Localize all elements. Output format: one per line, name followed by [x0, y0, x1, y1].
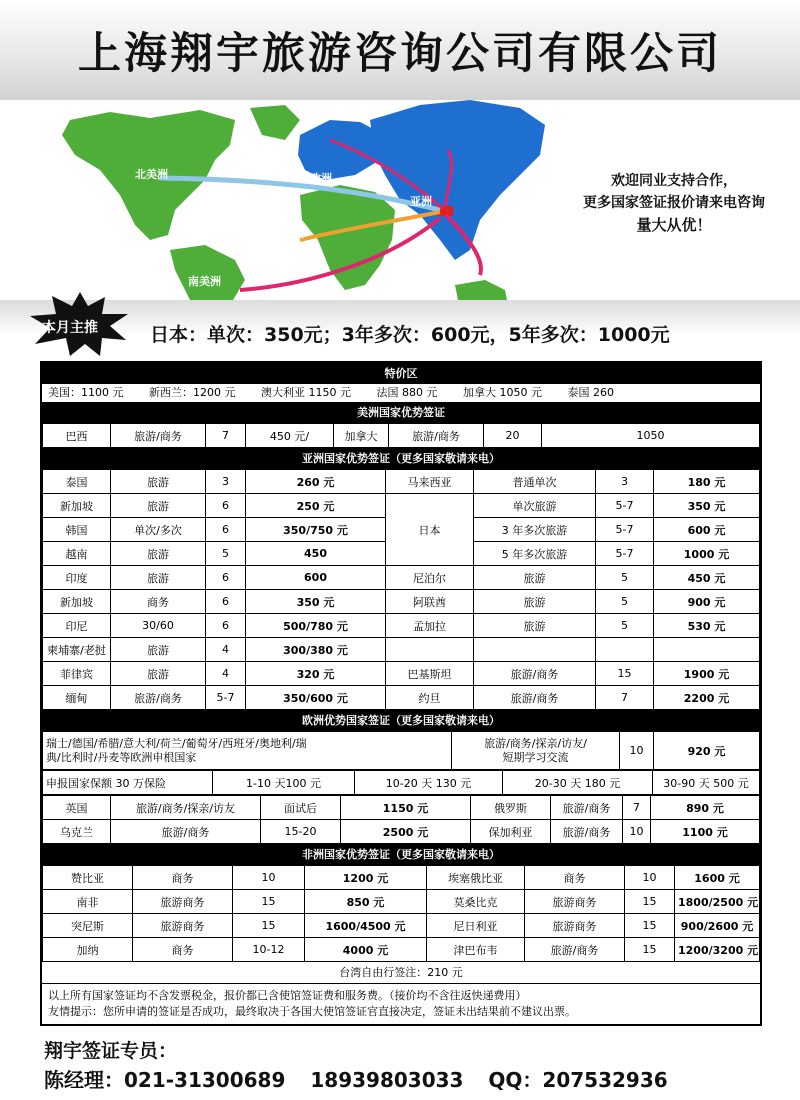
cell: 旅游商务: [525, 890, 625, 914]
insurance-label: 申报国家保额 30 万保险: [43, 771, 213, 795]
cell: 5-7: [596, 518, 654, 542]
welcome-line: 欢迎同业支持合作，: [611, 173, 737, 189]
cell: 3: [596, 470, 654, 494]
cell: 旅游/商务: [474, 662, 596, 686]
insurance-tier: 10-20 天 130 元: [355, 771, 503, 795]
cell: 15: [233, 890, 305, 914]
cell: 印度: [43, 566, 111, 590]
cell: 30/60: [111, 614, 206, 638]
special-item: 加拿大 1050 元: [463, 386, 542, 399]
cell: 商务: [133, 938, 233, 962]
company-title: 上海翔宇旅游咨询公司有限公司: [78, 29, 722, 79]
africa-section-title: 非洲国家优势签证（更多国家敬请来电）: [42, 844, 760, 865]
table-row: [43, 771, 760, 795]
insurance-tier: 30-90 天 500 元: [653, 771, 760, 795]
cell: 旅游: [111, 662, 206, 686]
cell: 尼泊尔: [386, 566, 474, 590]
schengen-type-line: 旅游/商务/探亲/访友/: [484, 736, 587, 750]
cell: 6: [206, 518, 246, 542]
cell: 900 元: [654, 590, 760, 614]
cell: 5: [596, 614, 654, 638]
schengen-line: 典/比利时/丹麦等欧洲申根国家: [46, 750, 197, 764]
europe-section-title: 欧洲优势国家签证（更多国家敬请来电）: [42, 710, 760, 731]
cell: 5-7: [206, 686, 246, 710]
schengen-countries: [43, 732, 452, 770]
asia-table: [42, 469, 760, 710]
europe-label: 欧洲: [310, 172, 332, 185]
cell: 15: [233, 914, 305, 938]
cell: 旅游/商务: [474, 686, 596, 710]
cell: 俄罗斯: [471, 796, 551, 820]
cell: 1150 元: [341, 796, 471, 820]
cell: 旅游商务: [133, 914, 233, 938]
cell: 缅甸: [43, 686, 111, 710]
cell: 韩国: [43, 518, 111, 542]
cell: 商务: [133, 866, 233, 890]
asia-label: 亚洲: [410, 195, 432, 208]
cell: 15: [625, 938, 675, 962]
insurance-tier: 20-30 天 180 元: [503, 771, 653, 795]
cell: 5: [596, 590, 654, 614]
schengen-price: 920 元: [654, 732, 760, 770]
cell: 巴西: [43, 424, 111, 448]
table-row: [43, 820, 760, 844]
cell: 2200 元: [654, 686, 760, 710]
cell: 1900 元: [654, 662, 760, 686]
table-row: [43, 914, 760, 938]
cell: 2500 元: [341, 820, 471, 844]
cell: 旅游: [111, 470, 206, 494]
cell: 旅游: [111, 542, 206, 566]
table-row: [43, 638, 760, 662]
cell: 柬埔寨/老挝: [43, 638, 111, 662]
contact-manager: 陈经理：021-31300689: [44, 1068, 286, 1092]
americas-section-title: 美洲国家优势签证: [42, 402, 760, 423]
cell: 保加利亚: [471, 820, 551, 844]
cell: 津巴布韦: [427, 938, 525, 962]
special-item: 美国：1100 元: [48, 386, 124, 399]
contact-mobile: 18939803033: [310, 1068, 464, 1092]
cell: 普通单次: [474, 470, 596, 494]
cell: 10: [623, 820, 651, 844]
cell: 180 元: [654, 470, 760, 494]
cell: 10: [233, 866, 305, 890]
insurance-table: [42, 770, 760, 795]
schengen-type: [452, 732, 620, 770]
insurance-tier: 1-10 天100 元: [213, 771, 355, 795]
europe-table: [42, 731, 760, 770]
japan-cell: 日本: [386, 494, 474, 566]
cell: 1050: [542, 424, 760, 448]
cell: 6: [206, 566, 246, 590]
cell: 旅游商务: [525, 914, 625, 938]
cell: 加纳: [43, 938, 133, 962]
cell: 15-20: [261, 820, 341, 844]
cell: 5-7: [596, 494, 654, 518]
cell: 阿联酋: [386, 590, 474, 614]
schengen-type-line: 短期学习交流: [502, 750, 569, 764]
cell: 20: [484, 424, 542, 448]
cell: 旅游: [111, 566, 206, 590]
cell: 6: [206, 614, 246, 638]
cell: 3 年多次旅游: [474, 518, 596, 542]
cell: 南非: [43, 890, 133, 914]
cell: 1100 元: [651, 820, 760, 844]
cell: 450: [246, 542, 386, 566]
south-america-label: 南美洲: [188, 275, 221, 288]
cell: 旅游/商务: [389, 424, 484, 448]
cell: 350/750 元: [246, 518, 386, 542]
cell: 埃塞俄比亚: [427, 866, 525, 890]
africa-label: 非洲: [282, 227, 304, 240]
promo-badge-label: 本月主推: [42, 320, 98, 336]
cell: 单次/多次: [111, 518, 206, 542]
welcome-line: 量大从优！: [636, 216, 712, 234]
welcome-line: 更多国家签证报价请来电咨询: [583, 195, 765, 211]
table-row: [43, 494, 760, 518]
asia-section-title: 亚洲国家优势签证（更多国家敬请来电）: [42, 448, 760, 469]
cell: [596, 638, 654, 662]
cell: 15: [596, 662, 654, 686]
cell: 7: [206, 424, 246, 448]
table-row: [43, 796, 760, 820]
cell: 15: [625, 890, 675, 914]
cell: 旅游: [111, 638, 206, 662]
promo-text: 日本：单次：350元；3年多次：600元，5年多次：1000元: [150, 324, 670, 346]
table-row: [43, 686, 760, 710]
cell: 320 元: [246, 662, 386, 686]
cell: 1000 元: [654, 542, 760, 566]
cell: 1600/4500 元: [305, 914, 427, 938]
cell: 巴基斯坦: [386, 662, 474, 686]
cell: 赞比亚: [43, 866, 133, 890]
cell: 350 元: [246, 590, 386, 614]
cell: 450 元: [654, 566, 760, 590]
cell: 1800/2500 元: [675, 890, 760, 914]
cell: 530 元: [654, 614, 760, 638]
cell: 7: [596, 686, 654, 710]
special-item: 泰国 260: [567, 386, 614, 399]
north-america-label: 北美洲: [135, 168, 168, 181]
cell: 250 元: [246, 494, 386, 518]
cell: 5 年多次旅游: [474, 542, 596, 566]
cell: 450 元/: [246, 424, 334, 448]
cell: 旅游/商务: [551, 796, 623, 820]
cell: 6: [206, 590, 246, 614]
cell: 10: [625, 866, 675, 890]
cell: [654, 638, 760, 662]
cell: 5: [206, 542, 246, 566]
schengen-days: 10: [620, 732, 654, 770]
cell: 350 元: [654, 494, 760, 518]
cell: 350/600 元: [246, 686, 386, 710]
cell: 印尼: [43, 614, 111, 638]
cell: 旅游/商务: [525, 938, 625, 962]
cell: 4: [206, 638, 246, 662]
cell: 新加坡: [43, 494, 111, 518]
contact-qq: QQ：207532936: [488, 1068, 668, 1092]
cell: 500/780 元: [246, 614, 386, 638]
cell: 泰国: [43, 470, 111, 494]
special-item: 新西兰：1200 元: [149, 386, 236, 399]
cell: 越南: [43, 542, 111, 566]
table-row: [43, 662, 760, 686]
cell: 商务: [111, 590, 206, 614]
cell: [474, 638, 596, 662]
cell: 900/2600 元: [675, 914, 760, 938]
cell: 约旦: [386, 686, 474, 710]
cell: 旅游/商务: [111, 686, 206, 710]
table-row: [43, 938, 760, 962]
cell: 5-7: [596, 542, 654, 566]
cell: 3: [206, 470, 246, 494]
table-row: [43, 470, 760, 494]
cell: 旅游/商务/探亲/访友: [111, 796, 261, 820]
europe-rows-table: [42, 795, 760, 844]
table-row: [43, 866, 760, 890]
note-line: 友情提示：您所申请的签证是否成功，最终取决于各国大使馆签证官直接决定，签证未出结果前不建议出票。: [48, 1005, 576, 1018]
cell: 新加坡: [43, 590, 111, 614]
special-price-row: [42, 384, 760, 402]
special-section-title: 特价区: [42, 363, 760, 384]
cell: 旅游: [474, 590, 596, 614]
americas-table: [42, 423, 760, 448]
cell: 英国: [43, 796, 111, 820]
cell: 5: [596, 566, 654, 590]
cell: 6: [206, 494, 246, 518]
cell: 面试后: [261, 796, 341, 820]
note-line: 以上所有国家签证均不含发票税金，报价都已含使馆签证费和服务费。（接价均不含往返快递费用）: [48, 989, 527, 1002]
cell: 1200 元: [305, 866, 427, 890]
cell: 260 元: [246, 470, 386, 494]
cell: 乌克兰: [43, 820, 111, 844]
cell: 旅游商务: [133, 890, 233, 914]
cell: 加拿大: [334, 424, 389, 448]
cell: 菲律宾: [43, 662, 111, 686]
cell: 孟加拉: [386, 614, 474, 638]
cell: 1200/3200 元: [675, 938, 760, 962]
cell: [386, 638, 474, 662]
cell: 突尼斯: [43, 914, 133, 938]
cell: 尼日利亚: [427, 914, 525, 938]
cell: 4: [206, 662, 246, 686]
cell: 旅游: [111, 494, 206, 518]
cell: 莫桑比克: [427, 890, 525, 914]
table-row: [43, 590, 760, 614]
table-row: [43, 732, 760, 770]
special-item: 澳大利亚 1150 元: [261, 386, 351, 399]
table-row: [43, 424, 760, 448]
cell: 单次旅游: [474, 494, 596, 518]
cell: 旅游/商务: [551, 820, 623, 844]
schengen-line: 瑞士/德国/希腊/意大利/荷兰/葡萄牙/西班牙/奥地利/瑞: [46, 736, 307, 750]
cell: 马来西亚: [386, 470, 474, 494]
price-table: [40, 361, 762, 1026]
cell: 1600 元: [675, 866, 760, 890]
header-banner: [0, 0, 800, 100]
cell: 10-12: [233, 938, 305, 962]
cell: 4000 元: [305, 938, 427, 962]
cell: 商务: [525, 866, 625, 890]
cell: 旅游: [474, 566, 596, 590]
taiwan-row: 台湾自由行签注：210 元: [42, 962, 760, 984]
contact-title: 翔宇签证专员：: [44, 1040, 178, 1062]
table-row: [43, 614, 760, 638]
notes: [42, 984, 760, 1024]
table-row: [43, 566, 760, 590]
cell: 890 元: [651, 796, 760, 820]
cell: 旅游/商务: [111, 424, 206, 448]
special-item: 法国 880 元: [376, 386, 438, 399]
cell: 850 元: [305, 890, 427, 914]
cell: 旅游: [474, 614, 596, 638]
contact-line: [44, 1064, 686, 1093]
table-row: [43, 890, 760, 914]
cell: 300/380 元: [246, 638, 386, 662]
cell: 15: [625, 914, 675, 938]
cell: 600 元: [654, 518, 760, 542]
welcome-message: [548, 170, 800, 236]
africa-table: [42, 865, 760, 962]
cell: 7: [623, 796, 651, 820]
cell: 600: [246, 566, 386, 590]
cell: 旅游/商务: [111, 820, 261, 844]
